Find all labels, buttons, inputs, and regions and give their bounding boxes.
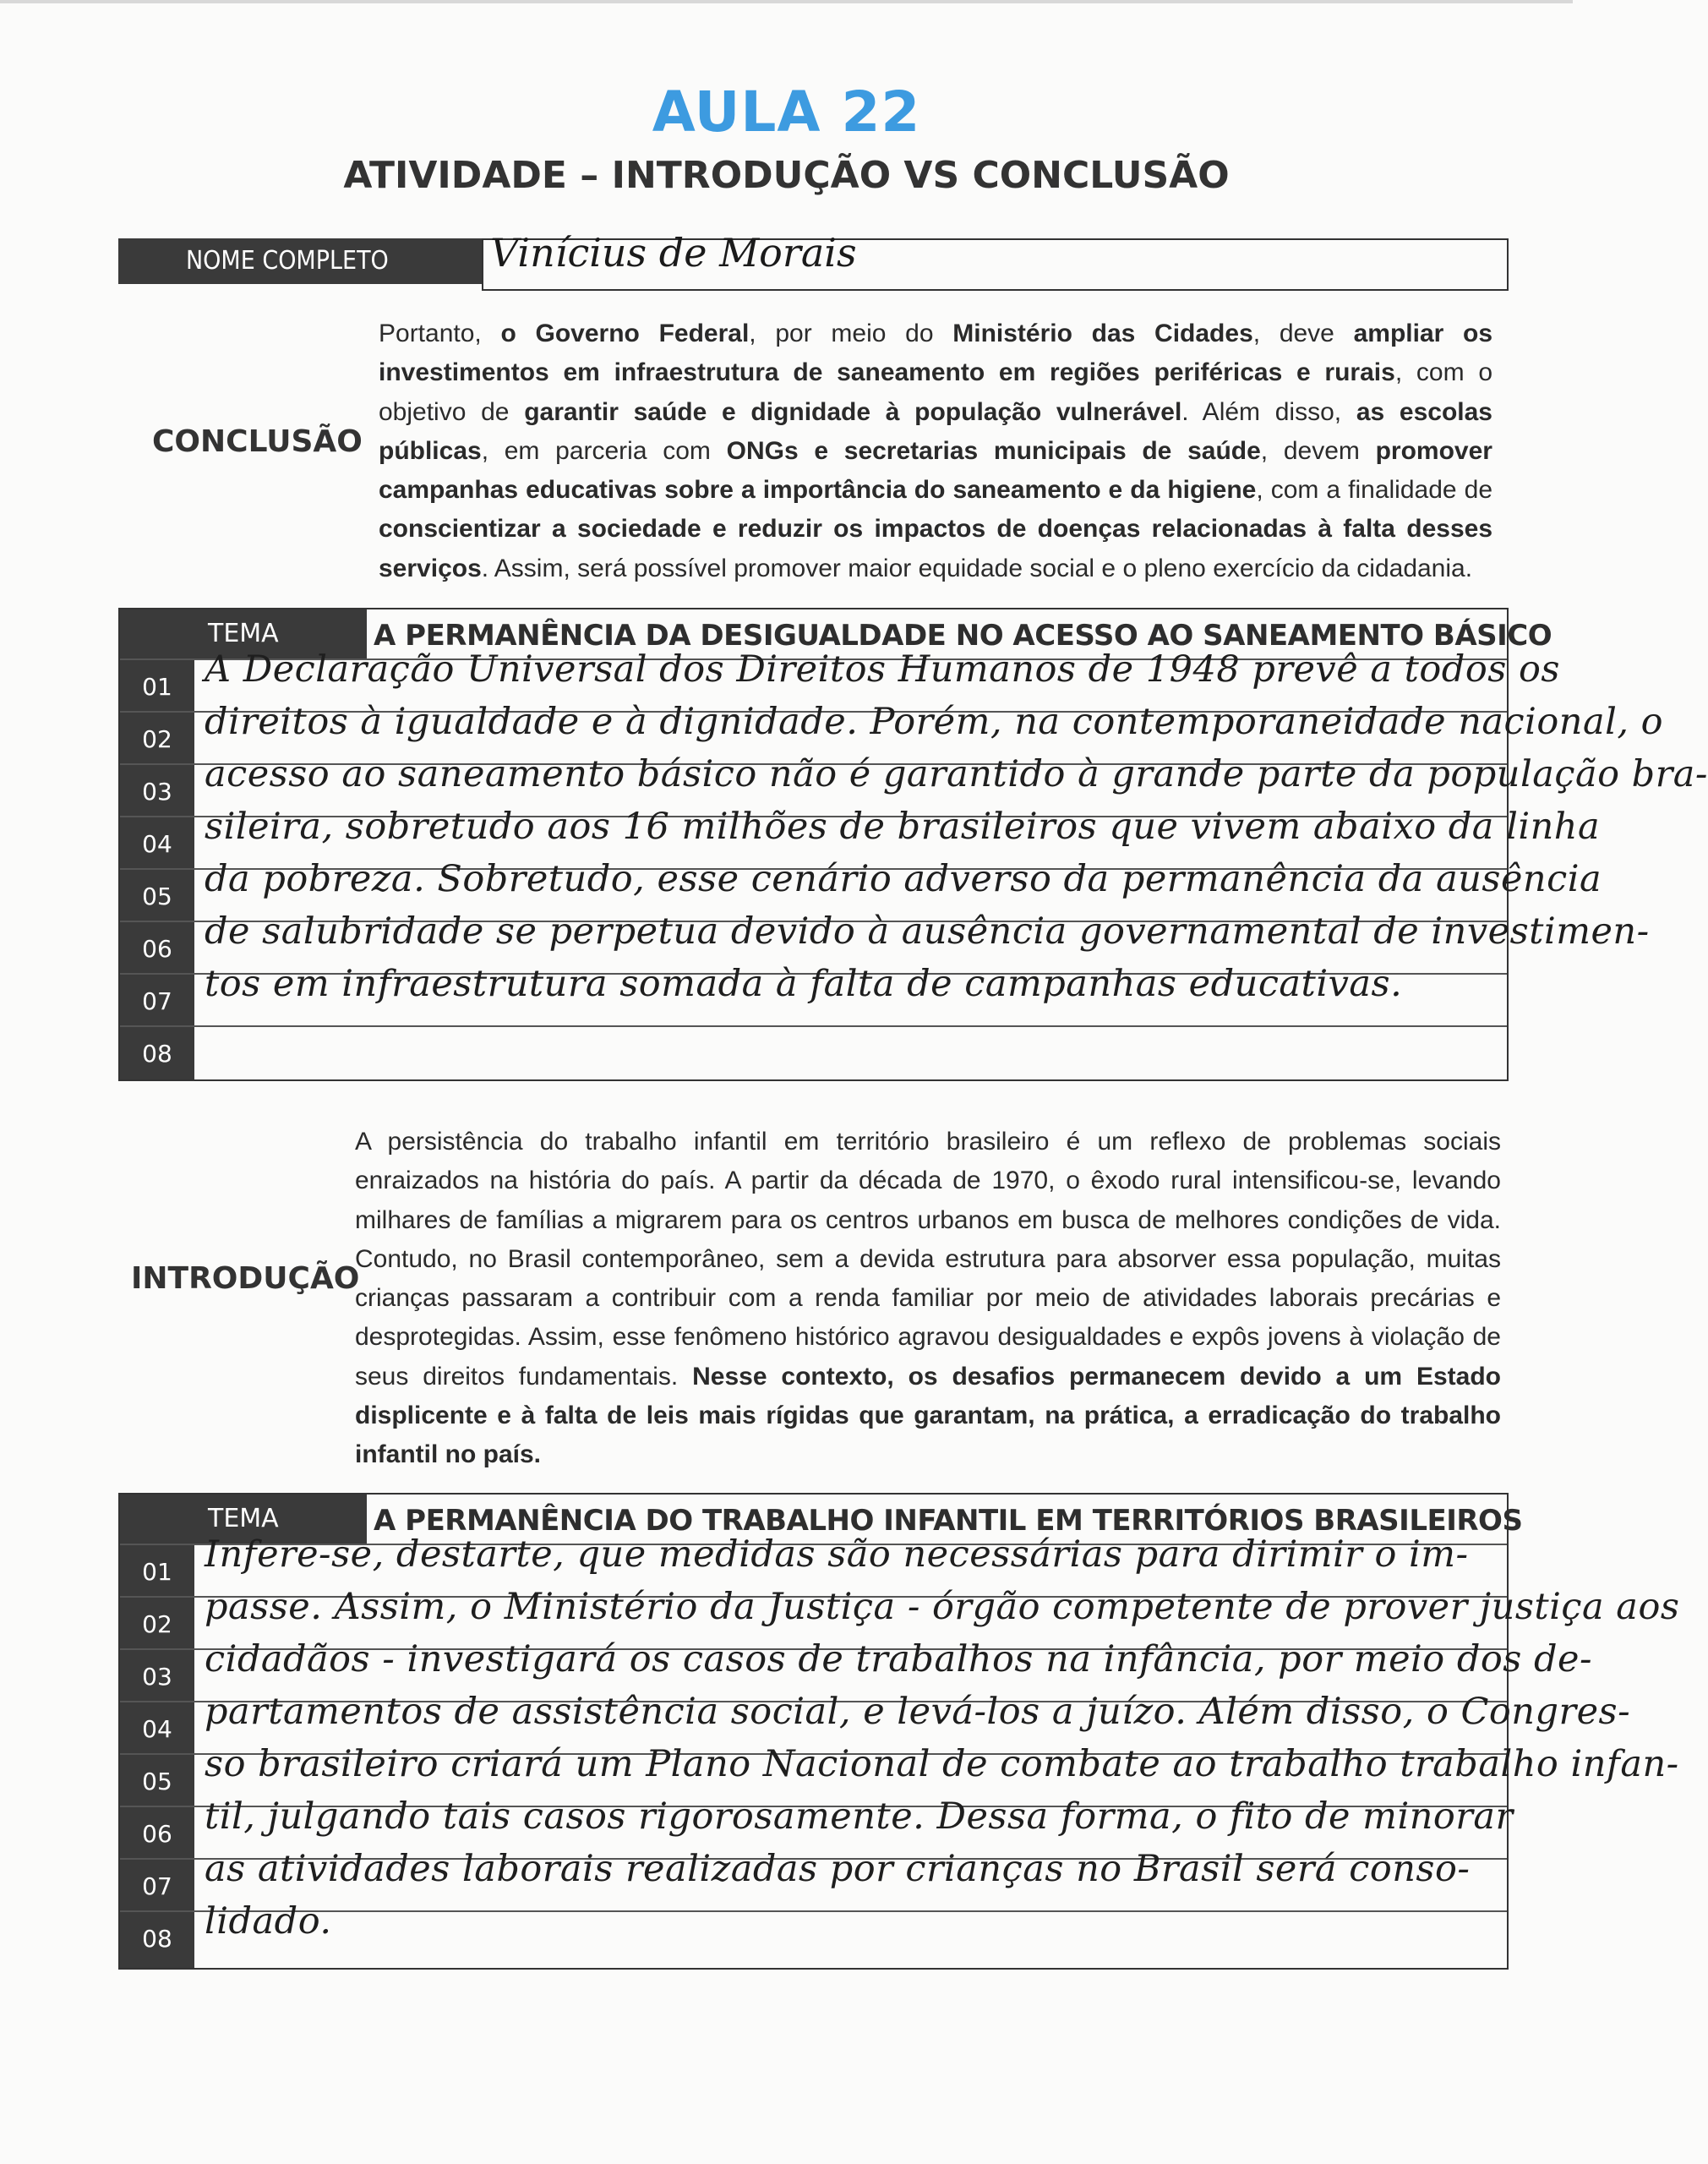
handwritten-text[interactable]: partamentos de assistência social, e levá-los a juízo. Além disso, o Congres- [205,1691,1631,1733]
paragraph-segment: ampliar os investimentos em infraestrutura de saneamento em regiões periféricas e rurais [379,320,1493,387]
paragraph-segment: as escolas públicas [379,397,1492,465]
line-number: 04 [142,1715,172,1743]
line-number: 04 [142,830,172,858]
handwritten-text[interactable]: acesso ao saneamento básico não é garantido à grande parte da população bra- [205,753,1708,795]
line-number: 05 [142,1768,172,1795]
tema-label: TEMA [208,619,279,648]
conclusion-label: CONCLUSÃO [152,424,363,459]
paragraph-segment: conscientizar a sociedade e reduzir os impactos de doenças relacionadas à falta desses serviços [379,515,1492,582]
line-number: 05 [142,883,172,910]
handwritten-text[interactable]: direitos à igualdade e à dignidade. Porém, na contemporaneidade nacional, o [205,701,1664,743]
paragraph-segment: A persistência do trabalho infantil em território brasileiro é um reflexo de problemas sociais enraizados na história do país. A partir da década de 1970, o êxodo rural intensificou-se, levando milhares de famílias a migrarem para os centros urbanos em busca de melhores condições de vida. Contudo, no Brasil contemporâneo, sem a devida estrutura para absorver essa população, muitas crianças passaram a contribuir com a renda familiar por meio de atividades laborais precárias e desprotegidas. Assim, esse fenômeno histórico agravou desigualdades e expôs jovens à violação de seus direitos fundamentais. [355,1128,1501,1391]
line-number: 01 [142,1558,172,1586]
line-number: 03 [142,778,172,806]
handwritten-text[interactable]: Infere-se, destarte, que medidas são necessárias para dirimir o im- [205,1533,1469,1576]
line-number: 02 [142,725,172,753]
handwritten-text[interactable]: lidado. [205,1900,332,1943]
name-value: Vinícius de Morais [490,230,857,276]
handwritten-text[interactable]: til, julgando tais casos rigorosamente. Dessa forma, o fito de minorar [205,1795,1514,1838]
paragraph-segment: , deve [1252,320,1354,347]
paragraph-segment: garantir saúde e dignidade à população vulnerável [524,397,1182,426]
paragraph-segment: Nesse contexto, os desafios permanecem devido a um Estado displicente e à falta de leis mais rígidas que garantam, na prática, a erradicação do trabalho infantil no país. [355,1362,1501,1469]
name-label: NOME COMPLETO [118,238,482,284]
tema-title: A PERMANÊNCIA DO TRABALHO INFANTIL EM TERRITÓRIOS BRASILEIROS [374,1504,1523,1538]
line-number: 01 [142,673,172,701]
paragraph-segment: . Além disso, [1181,397,1356,426]
handwritten-text[interactable]: so brasileiro criará um Plano Nacional de combate ao trabalho trabalho infan- [205,1743,1679,1785]
handwritten-text[interactable] [205,1015,1498,1074]
top-edge [0,0,1573,3]
paragraph-segment: , em parceria com [481,436,727,465]
handwritten-text[interactable]: A Declaração Universal dos Direitos Humanos de 1948 prevê a todos os [205,648,1560,691]
paragraph-segment: , por meio do [749,320,953,347]
handwritten-text[interactable]: da pobreza. Sobretudo, esse cenário adverso da permanência da ausência [205,858,1602,900]
writing-line [120,1025,1507,1079]
paragraph-segment: , devem [1260,436,1376,465]
paragraph-segment: , com o objetivo de [379,358,1492,426]
line-number: 08 [142,1925,172,1953]
line-number: 07 [142,987,172,1015]
writing-line [120,1900,1507,1965]
line-number: 08 [142,1040,172,1068]
line-number: 02 [142,1610,172,1638]
tema-label: TEMA [208,1504,279,1533]
paragraph-segment: o Governo Federal [500,320,750,347]
handwritten-text[interactable]: as atividades laborais realizadas por crianças no Brasil será conso- [205,1848,1471,1890]
writing-box-trabalho-infantil [118,1493,1680,1970]
activity-subtitle: ATIVIDADE – INTRODUÇÃO VS CONCLUSÃO [343,154,1230,197]
handwritten-text[interactable]: de salubridade se perpetua devido à ausência governamental de investimen- [205,910,1650,953]
writing-box-saneamento [118,608,1708,1081]
paragraph-segment: Portanto, [379,320,501,347]
tema-title: A PERMANÊNCIA DA DESIGUALDADE NO ACESSO AO SANEAMENTO BÁSICO [374,619,1552,653]
handwritten-text[interactable]: sileira, sobretudo aos 16 milhões de brasileiros que vivem abaixo da linha [205,806,1601,848]
lesson-title: AULA 22 [652,79,921,145]
line-number: 03 [142,1663,172,1691]
line-number: 06 [142,1820,172,1848]
introduction-label: INTRODUÇÃO [131,1261,360,1296]
introduction-paragraph [355,1123,1501,1475]
paragraph-segment: , com a finalidade de [1256,476,1492,505]
paragraph-segment: promover campanhas educativas sobre a importância do saneamento e da higiene [379,436,1492,505]
paragraph-segment: ONGs e secretarias municipais de saúde [726,436,1261,465]
conclusion-paragraph [379,314,1492,588]
handwritten-text[interactable]: passe. Assim, o Ministério da Justiça - órgão competente de prover justiça aos [205,1586,1680,1628]
handwritten-text[interactable]: cidadãos - investigará os casos de trabalhos na infância, por meio dos de- [205,1638,1592,1680]
handwritten-text[interactable]: tos em infraestrutura somada à falta de campanhas educativas. [205,963,1403,1005]
line-number: 07 [142,1872,172,1900]
paragraph-segment: Ministério das Cidades [952,320,1253,347]
line-number: 06 [142,935,172,963]
paragraph-segment: . Assim, será possível promover maior equidade social e o pleno exercício da cidadania. [481,554,1473,582]
